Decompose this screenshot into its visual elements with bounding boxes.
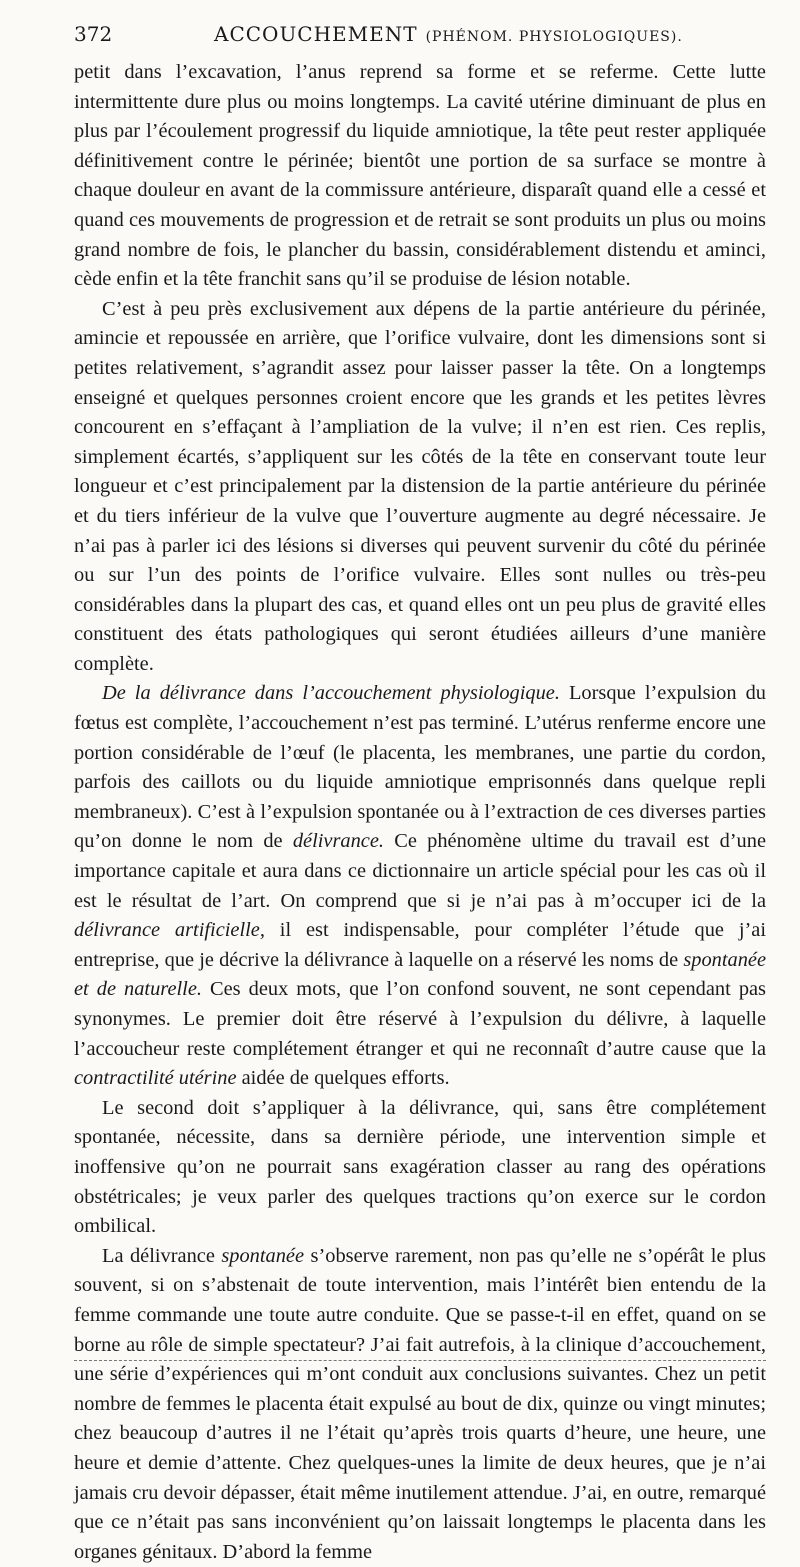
text-run: Ce phénomène ultime du travail est d’une importance capitale et aura dans ce dictionnaire un article spécial pour les cas où il est le résultat de l’art. On comprend que si je n’ai pas à m’occuper ici de la [74, 830, 766, 912]
paragraph [74, 679, 766, 1093]
text-run: La délivrance [102, 1244, 222, 1267]
body-text [74, 58, 766, 1567]
text-run: petit dans l’excavation, l’anus reprend sa forme et se referme. Cette lutte intermittente dure plus ou moins longtemps. La cavité utérine diminuant de plus en plus par l’écoulement progressif du liquide amniotique, la tête peut rester appliquée définitivement contre le périnée; bientôt une portion de sa surface se montre à chaque douleur en avant de la commissure antérieure, disparaît quand elle a cessé et quand ces mouvements de progression et de retrait se sont produits un plus ou moins grand nombre de fois, le plancher du bassin, considérablement distendu et aminci, cède enfin et la tête franchit sans qu’il se produise de lésion notable. [74, 61, 766, 291]
italic-text: spontanée [221, 1244, 305, 1267]
running-subtitle: (PHÉNOM. PHYSIOLOGIQUES). [425, 29, 683, 45]
running-header [74, 22, 766, 58]
text-run: Le second doit s’appliquer à la délivrance, qui, sans être complétement spontanée, nécessite, dans sa dernière période, une intervention simple et inoffensive qu’on ne pourrait sans exagération classer au rang des opérations obstétricales; je veux parler des quelques tractions qu’on exerce sur le cordon ombilical. [74, 1096, 766, 1238]
italic-text: délivrance artificielle, [74, 919, 265, 942]
text-run: il est indispensable, pour compléter l’étude que j’ai entreprise, que je décrive la délivrance à laquelle on a réservé les noms de [74, 919, 766, 971]
italic-text: délivrance. [292, 830, 384, 853]
running-title: ACCOUCHEMENT [214, 22, 418, 46]
text-run: aidée de quelques efforts. [236, 1067, 450, 1090]
text-run: C’est à peu près exclusivement aux dépens de la partie antérieure du périnée, amincie et repoussée en arrière, que l’orifice vulvaire, dont les dimensions sont si petites relativement, s’agrandit assez pour laisser passer la tête. On a longtemps enseigné et quelques personnes croient encore que les grands et les petites lèvres concourent en s’effaçant à l’ampliation de la vulve; il n’en est rien. Ces replis, simplement écartés, s’appliquent sur les côtés de la tête en conservant toute leur longueur et c’est principalement par la distension de la partie antérieure du périnée et du tiers inférieur de la vulve que l’ouverture augmente au degré nécessaire. Je n’ai pas à parler ici des lésions si diverses qui peuvent survenir du côté du périnée ou sur l’un des points de l’orifice vulvaire. Elles sont nulles ou très-peu considérables dans la plupart des cas, et quand elles ont un peu plus de gravité elles constituent des états pathologiques qui seront étudiées ailleurs d’une manière complète. [74, 297, 766, 675]
text-run: s’observe rarement, non pas qu’elle ne s’opérât le plus souvent, si on s’abstenait de toute intervention, mais l’intérêt bien entendu de la femme commande une toute autre conduite. Que se passe-t-il en effet, quand on se borne au rôle de simple spectateur? J’ai fait autrefois, à la clinique d’accouchement, une série d’expériences qui m’ont conduit aux conclusions suivantes. Chez un petit nombre de femmes le placenta était expulsé au bout de dix, quinze ou vingt minutes; chez beaucoup d’autres il ne l’était qu’après trois quarts d’heure, une heure, une heure et demie d’attente. Chez quelques-unes la limite de deux heures, que je n’ai jamais cru devoir dépasser, était même inutilement attendue. J’ai, en outre, remarqué que ce n’était pas sans inconvénient qu’on laissait longtemps le placenta dans les organes génitaux. D’abord la femme [74, 1244, 766, 1563]
paragraph [74, 1242, 766, 1567]
paragraph [74, 295, 766, 680]
italic-text: De la délivrance dans l’accouchement physiologique. [102, 682, 560, 705]
text-run: Ces deux mots, que l’on confond souvent, ne sont cependant pas synonymes. Le premier doit être réservé à l’expulsion du délivre, à laquelle l’accoucheur reste complétement étranger et qui ne reconnaît d’autre cause que la [74, 978, 766, 1060]
footer-rule [74, 1360, 766, 1361]
page-number: 372 [74, 22, 113, 46]
italic-text: spontanée et de naturelle. [74, 948, 766, 1001]
paragraph [74, 58, 766, 295]
paragraph [74, 1094, 766, 1242]
text-run: Lorsque l’expulsion du fœtus est complète, l’accouchement n’est pas terminé. L’utérus renferme encore une portion considérable de l’œuf (le placenta, les membranes, une partie du cordon, parfois des caillots ou du liquide amniotique emprisonnés dans quelque repli membraneux). C’est à l’expulsion spontanée ou à l’extraction de ces diverses parties qu’on donne le nom de [74, 682, 766, 853]
italic-text: contractilité utérine [74, 1067, 237, 1090]
